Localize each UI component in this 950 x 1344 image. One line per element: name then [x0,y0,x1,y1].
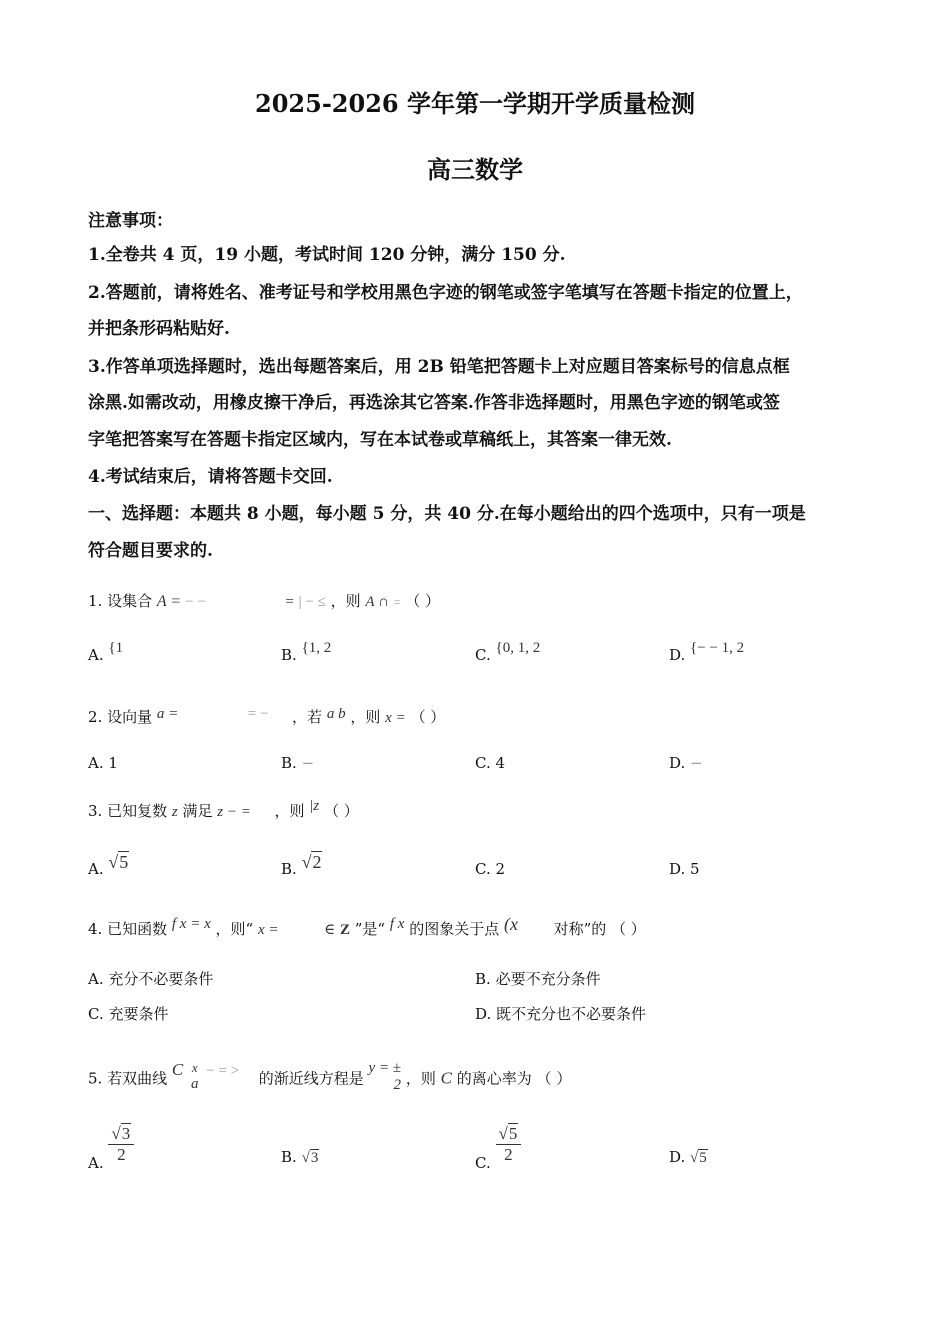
q5-option-d-letter: D. [669,1148,686,1166]
q1-option-c-letter: C. [475,646,491,664]
q4-option-d-text: 既不充分也不必要条件 [496,1005,647,1023]
q5-math-c2: C [440,1068,452,1088]
q1-option-b [281,640,332,665]
q5-option-c-radicand: 5 [508,1124,518,1143]
q3-option-b-sqrt: √2 [301,852,322,872]
q4-option-a-letter: A. [88,970,104,988]
q2-option-a [88,754,118,772]
q2-option-c-letter: C. [475,754,491,772]
note-1: 1.全卷共 4 页，19 小题，考试时间 120 分钟，满分 150 分. [88,245,566,265]
q4-stem-e: 对称”的 [553,920,607,938]
q2-option-d-value: − [690,754,703,772]
q2-option-c-value: 4 [495,754,506,772]
q3-option-c-letter: C. [475,860,491,878]
q4-option-a-text: 充分不必要条件 [108,970,214,988]
q1-option-a-letter: A. [88,646,104,664]
note-3-line-2: 涂黑.如需改动，用橡皮擦干净后，再选涂其它答案.作答非选择题时，用黑色字迹的钢笔或签 [88,393,780,413]
q3-option-b-letter: B. [281,860,297,878]
q5-option-b [281,1148,319,1167]
q2-math-d: x = [385,710,406,726]
note-3-line-1: 3.作答单项选择题时，选出每题答案后，用 2B 铅笔把答题卡上对应题目答案标号的信息点框 [88,357,790,377]
q1-stem-b: ，则 [330,592,361,610]
q2-math-c: a b [326,706,346,722]
q4-math-d: f x [389,916,405,932]
note-2-line-1: 2.答题前，请将姓名、准考证号和学校用黑色字迹的钢笔或签字笔填写在答题卡指定的位置上， [88,283,803,303]
q1-option-b-math: {1, 2 [301,640,332,656]
q5-stem-b: 的渐近线方程是 [258,1069,364,1088]
q3-option-a-radicand: 5 [119,852,129,872]
q5-option-a-letter: A. [88,1154,104,1173]
q2-stem-a: 2. 设向量 [88,708,153,726]
q2-option-c [475,754,505,772]
q5-option-b-sqrt: √3 [301,1150,319,1166]
q5-option-c-letter: C. [475,1154,491,1173]
q1-math-a: A = [156,593,186,610]
q5-option-b-radicand: 3 [310,1150,319,1166]
note-3-line-3: 字笔把答案写在答题卡指定区域内，写在本试卷或草稿纸上，其答案一律无效. [88,430,672,450]
q1-math-c: A ∩ [365,594,389,610]
subject-title: 高三数学 [427,155,523,184]
q2-stem-b: ，若 [292,708,323,726]
q5-math-c: C [171,1060,184,1080]
q4-option-c [88,1003,169,1024]
q5-option-c-fraction: $\frac{√5}{2}$ [496,1124,522,1164]
q5-asymptote-den: 2 [393,1077,402,1094]
q2-option-d [669,754,703,772]
q1-option-a-math: {1 [108,640,124,656]
q4-option-d-letter: D. [475,1005,492,1023]
q1-math-frag2: | − ≤ [298,594,326,610]
q5-stem-a: 5. 若双曲线 [88,1069,168,1088]
q1-option-d-math: {− − 1, 2 [690,640,745,656]
q3-math-a: z − = [217,804,251,820]
q3-math-b: |z [309,798,320,814]
q3-option-a-letter: A. [88,860,104,878]
section1-line-2: 符合题目要求的. [88,541,213,561]
q4-option-b [475,968,601,989]
q3-option-d-letter: D. [669,860,686,878]
q4-option-a [88,968,213,989]
q4-stem-d: 的图象关于点 [409,920,500,938]
q5-option-c-den: 2 [504,1144,513,1164]
q3-option-a [88,852,129,879]
q4-option-c-letter: C. [88,1005,104,1023]
q1-math-frag1: − − [185,594,206,610]
q5-option-a-fraction: $\frac{√3}{2}$ [108,1124,134,1164]
q5-asymptote [369,1060,402,1095]
q5-frac-den: a [191,1076,199,1093]
note-2-line-2: 并把条形码粘贴好. [88,319,230,339]
q4-math-e: (x [504,914,519,934]
q3-option-a-sqrt: √5 [108,852,129,872]
q1-stem-a: 1. 设集合 [88,592,153,610]
q2-option-b-letter: B. [281,754,297,772]
q3-paren: （ ） [324,802,359,820]
q5-paren: （ ） [536,1069,572,1088]
q5-fraction [188,1061,202,1093]
q5-option-d [669,1148,708,1167]
q3-option-d [669,860,700,878]
q5-option-c [475,1124,521,1173]
q2-option-b [281,754,314,772]
q5-option-d-radicand: 5 [699,1150,707,1166]
question-4 [88,914,646,939]
q1-math-b: = [285,594,294,610]
q2-math-b: = − [247,706,269,722]
question-3 [88,800,359,821]
q3-option-b [281,852,322,879]
q5-option-a [88,1124,134,1173]
q4-math-a: f x = x [171,916,211,932]
q1-paren: （ ） [405,592,441,610]
q4-option-b-text: 必要不充分条件 [495,970,601,988]
q3-stem-c: ，则 [274,802,305,820]
q4-math-b: x = [257,922,279,938]
q3-option-d-value: 5 [690,860,700,878]
q4-option-d [475,1003,646,1024]
q5-stem-c: ，则 [405,1069,436,1088]
question-5 [88,1062,571,1097]
q3-option-b-radicand: 2 [312,852,322,872]
q1-option-a [88,640,124,665]
q5-option-d-sqrt: √5 [690,1150,707,1166]
q2-option-a-value: 1 [108,754,118,772]
q4-paren: （ ） [611,920,646,938]
q4-option-c-text: 充要条件 [108,1005,169,1023]
q4-stem-b: ，则“ [215,920,254,938]
q4-option-b-letter: B. [475,970,491,988]
q2-math-a: a = [156,706,179,722]
q5-option-a-den: 2 [117,1144,126,1164]
q2-paren: （ ） [410,708,446,726]
note-4: 4.考试结束后，请将答题卡交回. [88,467,333,487]
q1-math-frag3: = [393,595,401,609]
q1-option-c-math: {0, 1, 2 [495,640,541,656]
q1-option-d-letter: D. [669,646,686,664]
q5-asymptote-top: y = ± [368,1060,402,1076]
q2-stem-c: ，则 [350,708,381,726]
q4-math-c: ∈ [324,922,336,938]
q5-math-b: − = > [206,1063,240,1080]
q5-stem-d: 的离心率为 [456,1069,532,1088]
q3-stem-a: 3. 已知复数 [88,802,168,820]
q3-math-z: z [171,804,178,820]
question-2 [88,706,445,727]
q2-option-d-letter: D. [669,754,686,772]
q1-option-b-letter: B. [281,646,297,664]
q4-math-z: Z [339,922,350,938]
q2-option-b-value: − [301,754,315,772]
q3-option-c-value: 2 [495,860,506,878]
q2-option-a-letter: A. [88,754,104,772]
q5-option-a-radicand: 3 [121,1124,131,1143]
q1-option-c [475,640,541,665]
exam-title: 2025-2026 学年第一学期开学质量检测 [255,89,695,118]
question-1 [88,590,440,611]
q1-option-d [669,640,745,665]
q5-option-b-letter: B. [281,1148,297,1166]
q4-stem-a: 4. 已知函数 [88,920,168,938]
q4-stem-c: ”是“ [354,920,386,938]
q5-frac-top: x [191,1060,198,1076]
q3-stem-b: 满足 [182,802,213,820]
q3-option-c [475,860,505,878]
section1-line-1: 一、选择题：本题共 8 小题，每小题 5 分，共 40 分.在每小题给出的四个选项中，只有一项是 [88,504,806,524]
notes-heading: 注意事项： [88,211,173,231]
